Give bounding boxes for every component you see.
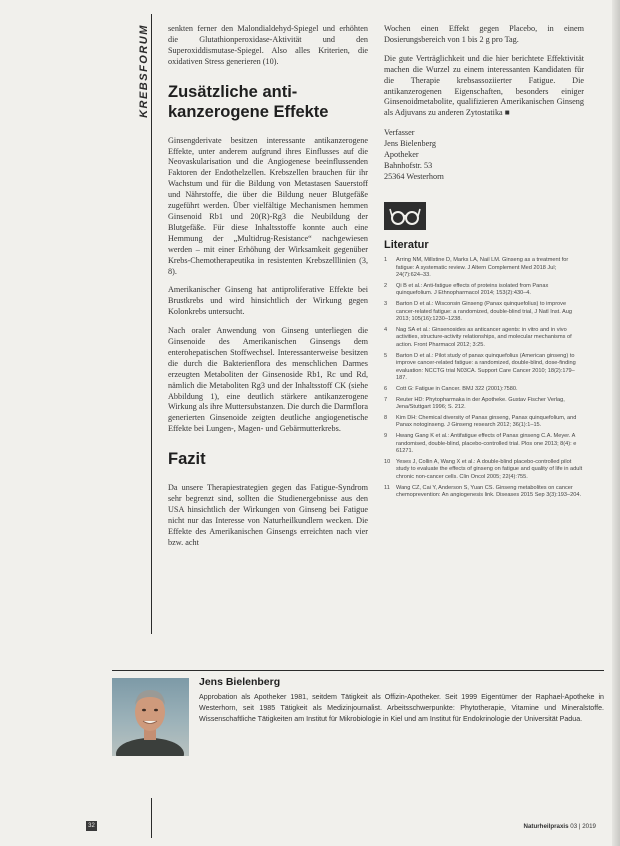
left-column: [168, 24, 368, 557]
author-address: [384, 127, 584, 182]
reference-number: 6: [384, 385, 388, 392]
body-paragraph-1: Ginsengderivate besitzen interessante antikanzerogene Effekte, unter anderem aufgrund ihres Einflusses auf die Neovaskularisation und die Angiogenese beeinflussenden Faktoren der Endothelzellen. Krebszellen brauchen für ihr Wachstum und für die Bildung von Metastasen Sauerstoff und Nährstoffe, die über die Bildung neuer Blutgefäße zugeführt werden. Über vielfältige Mechanismen hemmen Ginsenoid Rb1 und 20(R)-Rg3 die Neubildung der Blutgefäße. Für diese Inhaltsstoffe konnte auch eine Hemmung der „Multidrug-Resistance“ nachgewiesen werden – mit einer Erhöhung der Wirksamkeit gegenüber Krebs-Chemotherapeutika in resistenten Krebszelllinien (3, 8).: [168, 135, 368, 276]
bio-text: Approbation als Apotheker 1981, seitdem Tätigkeit als Offizin-Apotheker. Seit 1999 Eigentümer der Raphael-Apotheke in Westerhorn, seit 1985 Tätigkeit als Medizinjournalist. Arbeitsschwerpunkte: Phytotherapie, Vitamine und Mineralstoffe. Wissenschaftliche Tätigkeiten am Institut für Mikrobiologie in Kiel und am Institut für Endokrinologie der Universität Padua.: [199, 693, 604, 723]
journal-name: Naturheilpraxis: [523, 823, 569, 830]
reference-item: [384, 301, 584, 324]
reference-text: Qi B et al.: Anti-fatigue effects of proteins isolated from Panax quinquefolium. J Ethnopharmacol 2014; 153(2):430–4.: [396, 282, 549, 297]
body-paragraph-4: Da unsere Therapiestrategien gegen das Fatigue-Syndrom sehr begrenzt sind, sollten die Studienergebnisse aus den USA hinsichtlich der Wirkungen von Ginseng bei Fatigue nicht nur das Interesse von Naturheilkundlern wecken. Die Effekte des Amerikanischen Ginsengs erreichten nach vier bzw. acht: [168, 483, 368, 547]
page-edge-shadow: [612, 0, 620, 846]
author-portrait-image: [112, 678, 189, 756]
reference-item: [384, 459, 584, 482]
reference-number: 11: [384, 484, 390, 491]
reference-item: [384, 257, 584, 280]
reference-text: Reuter HD: Phytopharmaka in der Apotheke. Gustav Fischer Verlag, Jena/Stuttgart 1996; S. 212.: [396, 396, 565, 411]
footer-rule: [151, 798, 152, 838]
reference-number: 10: [384, 458, 391, 465]
reference-text: Hwang Gang K et al.: Antifatigue effects of Panax ginseng C.A. Meyer. A randomised, double-blind, placebo-controlled trial. Plos one 2013; 8(4): e 61271.: [396, 432, 577, 455]
reference-number: 2: [384, 282, 388, 289]
reference-number: 1: [384, 257, 388, 264]
reference-number: 3: [384, 301, 388, 308]
address-title: Apotheker: [384, 150, 419, 160]
intro-paragraph: senkten ferner den Malondialdehyd-Spiegel und erhöhten die Glutathionperoxidase-Aktivität und den Superoxiddismutase-Spiegel. Also alles Kriterien, die oxidativen Stress generieren (10).: [168, 24, 368, 66]
reference-item: [384, 283, 584, 298]
fazit-heading: Fazit: [168, 450, 206, 469]
end-mark: ■: [504, 108, 510, 118]
reference-item: [384, 433, 584, 456]
reference-item: [384, 485, 584, 500]
conclusion-paragraph: [384, 54, 584, 119]
conclusion-text: Die gute Verträglichkeit und die hier berichtete Effektivität machen die Wurzel zu einem interessanten Kandidaten für die Therapie krebsassoziierter Fatigue. Die antikanzerogenen Eigenschaften, besonders einiger Ginsenoidmetabolite, qualifizieren Amerikanischen Ginseng als Adjuvans zu anderen Zytostatika: [384, 53, 584, 118]
body-paragraph-3: Nach oraler Anwendung von Ginseng unterliegen die Ginsenoide des Amerikanischen Ginsengs dem enterohepatischen Stoffwechsel. Interessanterweise besitzen die durch die Bakterienflora des menschlichen Darmes erzeugten Metaboliten der Ginsenoside Rb1, Rc und Rd, nämlich die Metaboliten Rg3 und der Inhaltsstoff CK (siehe Abbildung 1), eine deutlich stärkere antikanzerogene Wirkung als ihre Muttersubstanzen. Die durch die Darmflora generierten Ginsenoide zeigten deutliche angiogenetische Effekte bei Lungen-, Magen- und Gebärmutterkrebs.: [168, 326, 368, 434]
reference-list: [384, 257, 584, 500]
address-name: Jens Bielenberg: [384, 139, 436, 149]
section-heading: [168, 82, 368, 122]
literature-heading: Literatur: [384, 239, 429, 252]
reference-item: [384, 415, 584, 430]
heading-line-2: kanzerogene Effekte: [168, 102, 329, 121]
reference-text: Cott G: Fatigue in Cancer. BMJ 322 (2001):7580.: [396, 385, 518, 392]
journal-footer: [478, 823, 596, 830]
bio-name: Jens Bielenberg: [199, 676, 281, 688]
reference-text: Barton D et al.: Wisconsin Ginseng (Panax quinquefolius) to improve cancer-related fatigue: a randomized, double-blind trial, J Natl Inst. Aug 2013; 105(16):1230–1238.: [396, 301, 572, 323]
address-street: Bahnhofstr. 53: [384, 161, 433, 171]
reference-number: 7: [384, 396, 388, 403]
reference-number: 8: [384, 414, 388, 421]
reference-text: Yeses J, Collin A, Wang X et al.: A double-blind placebo-controlled pilot study to evaluate the effects of ginseng on fatigue and quality of life in adult chronic non-cancer cells. Clin Oncol 2005; 22(4):755.: [396, 458, 583, 480]
column-rule: [151, 14, 152, 634]
continued-paragraph: Wochen einen Effekt gegen Placebo, in einem Dosierungsbereich von 1 bis 2 g pro Tag.: [384, 24, 584, 44]
journal-issue: 03 | 2019: [570, 823, 596, 830]
address-label: Verfasser: [384, 128, 415, 138]
reference-item: [384, 397, 584, 412]
author-bio-box: [112, 670, 604, 788]
reference-text: Wang CZ, Cai Y, Anderson S, Yuan CS. Ginseng metabolites on cancer chemoprevention: An angiogenesis link. Diseases 2015 Sep 3(3):193–204.: [396, 484, 582, 499]
reference-item: [384, 386, 584, 394]
reference-number: 9: [384, 432, 388, 439]
reference-text: Barton D et al.: Pilot study of panax quinquefolius (American ginseng) to improve cancer-related fatigue: a randomized, double-blind, dose-finding evaluation: NCCTG trial N03CA. Support Care Cancer 2010; 18(2):179–187.: [396, 352, 576, 382]
reference-item: [384, 353, 584, 383]
section-label-text: KREBSFORUM: [138, 24, 150, 118]
page-number: 32: [86, 821, 97, 831]
right-column: [384, 24, 584, 503]
reference-text: Kim DH: Chemical diversity of Panax ginseng, Panax quinquefolium, and Panax notoginseng. J Ginseng research 2012; 36(1):1–15.: [396, 414, 577, 429]
body-paragraph-2: Amerikanischer Ginseng hat antiproliferative Effekte bei Brustkrebs und wird hinsichtlich der Wirkung gegen Kolonkrebs untersucht.: [168, 285, 368, 317]
author-photo: [112, 678, 189, 756]
reference-number: 4: [384, 326, 388, 333]
bio-divider: [112, 670, 604, 671]
reference-item: [384, 327, 584, 350]
reference-number: 5: [384, 352, 388, 359]
reference-text: Nag SA et al.: Ginsenosides as anticancer agents: in vitro and in vivo activities, structure-activity relationships, and molecular mechanisms of action. Front Pharmacol 2012; 3:25.: [396, 326, 572, 348]
address-city: 25364 Westerhorn: [384, 172, 444, 182]
heading-line-1: Zusätzliche anti-: [168, 82, 298, 101]
reference-text: Arring NM, Millstine D, Marks LA, Nail LM. Ginseng as a treatment for fatigue: A systematic review. J Altern Complement Med 2018 Jul; 24(7):624–33.: [396, 257, 569, 279]
reading-glasses-icon: [384, 202, 426, 230]
